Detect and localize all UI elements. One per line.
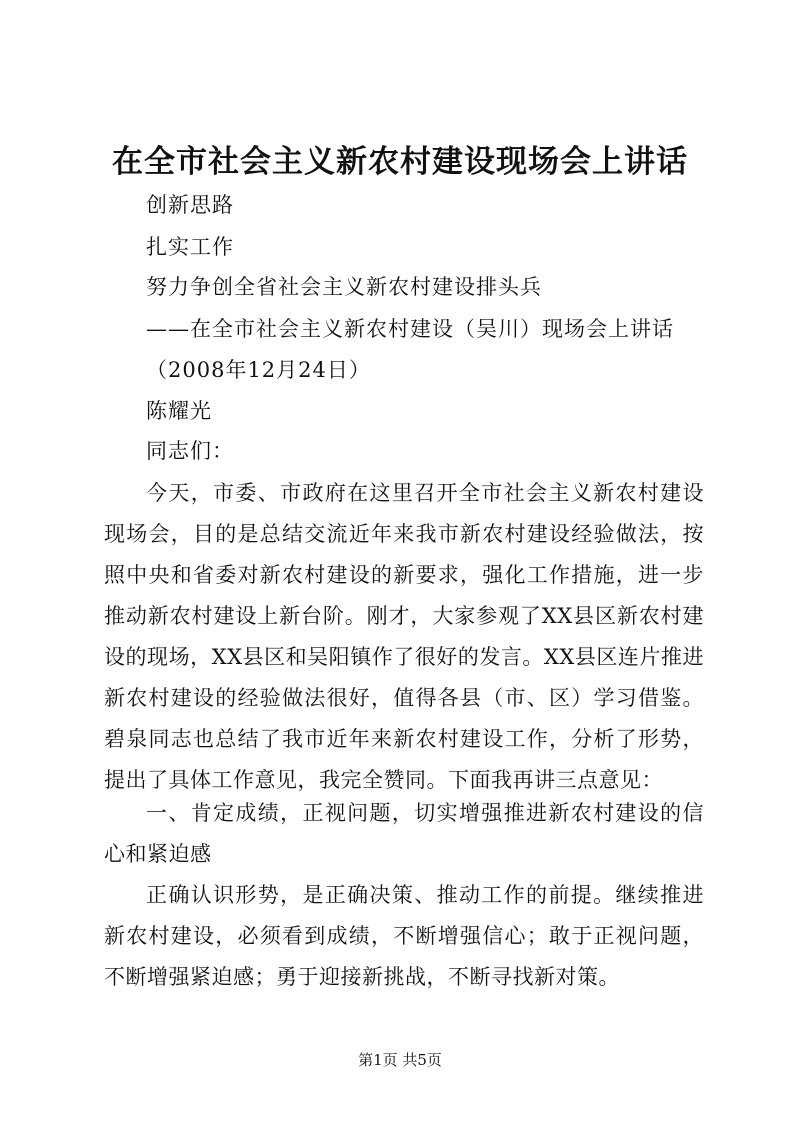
paragraph-intro: 今天，市委、市政府在这里召开全市社会主义新农村建设现场会，目的是总结交流近年来我市新农村建设经验做法，按照中央和省委对新农村建设的新要求，强化工作措施，进一步推动新农村建设上新台阶。刚才，大家参观了XX县区新农村建设的现场，XX县区和吴阳镇作了很好的发言。XX县区连片推进新农村建设的经验做法很好，值得各县（市、区）学习借鉴。碧泉同志也总结了我市近年来新农村建设工作，分析了形势，提出了具体工作意见，我完全赞同。下面我再讲三点意见：	[104, 481, 704, 792]
paragraph-section-1: 正确认识形势，是正确决策、推动工作的前提。继续推进新农村建设，必须看到成绩，不断增强信心；敢于正视问题，不断增强紧迫感；勇于迎接新挑战，不断寻找新对策。	[104, 883, 704, 989]
page-number-footer: 第1页 共5页	[358, 1051, 442, 1069]
header-line-slogan-2: 扎实工作	[146, 235, 234, 259]
section-heading-1: 一、肯定成绩，正视问题，切实增强推进新农村建设的信心和紧迫感	[104, 801, 704, 866]
header-line-slogan-3: 努力争创全省社会主义新农村建设排头兵	[146, 275, 542, 299]
header-line-author: 陈耀光	[146, 399, 212, 423]
header-line-date: （2008年12月24日）	[146, 358, 371, 382]
header-line-slogan-1: 创新思路	[146, 193, 234, 217]
header-line-subtitle: ——在全市社会主义新农村建设（吴川）现场会上讲话	[146, 317, 674, 341]
header-line-salutation: 同志们：	[146, 439, 234, 463]
document-title: 在全市社会主义新农村建设现场会上讲话	[112, 144, 688, 180]
